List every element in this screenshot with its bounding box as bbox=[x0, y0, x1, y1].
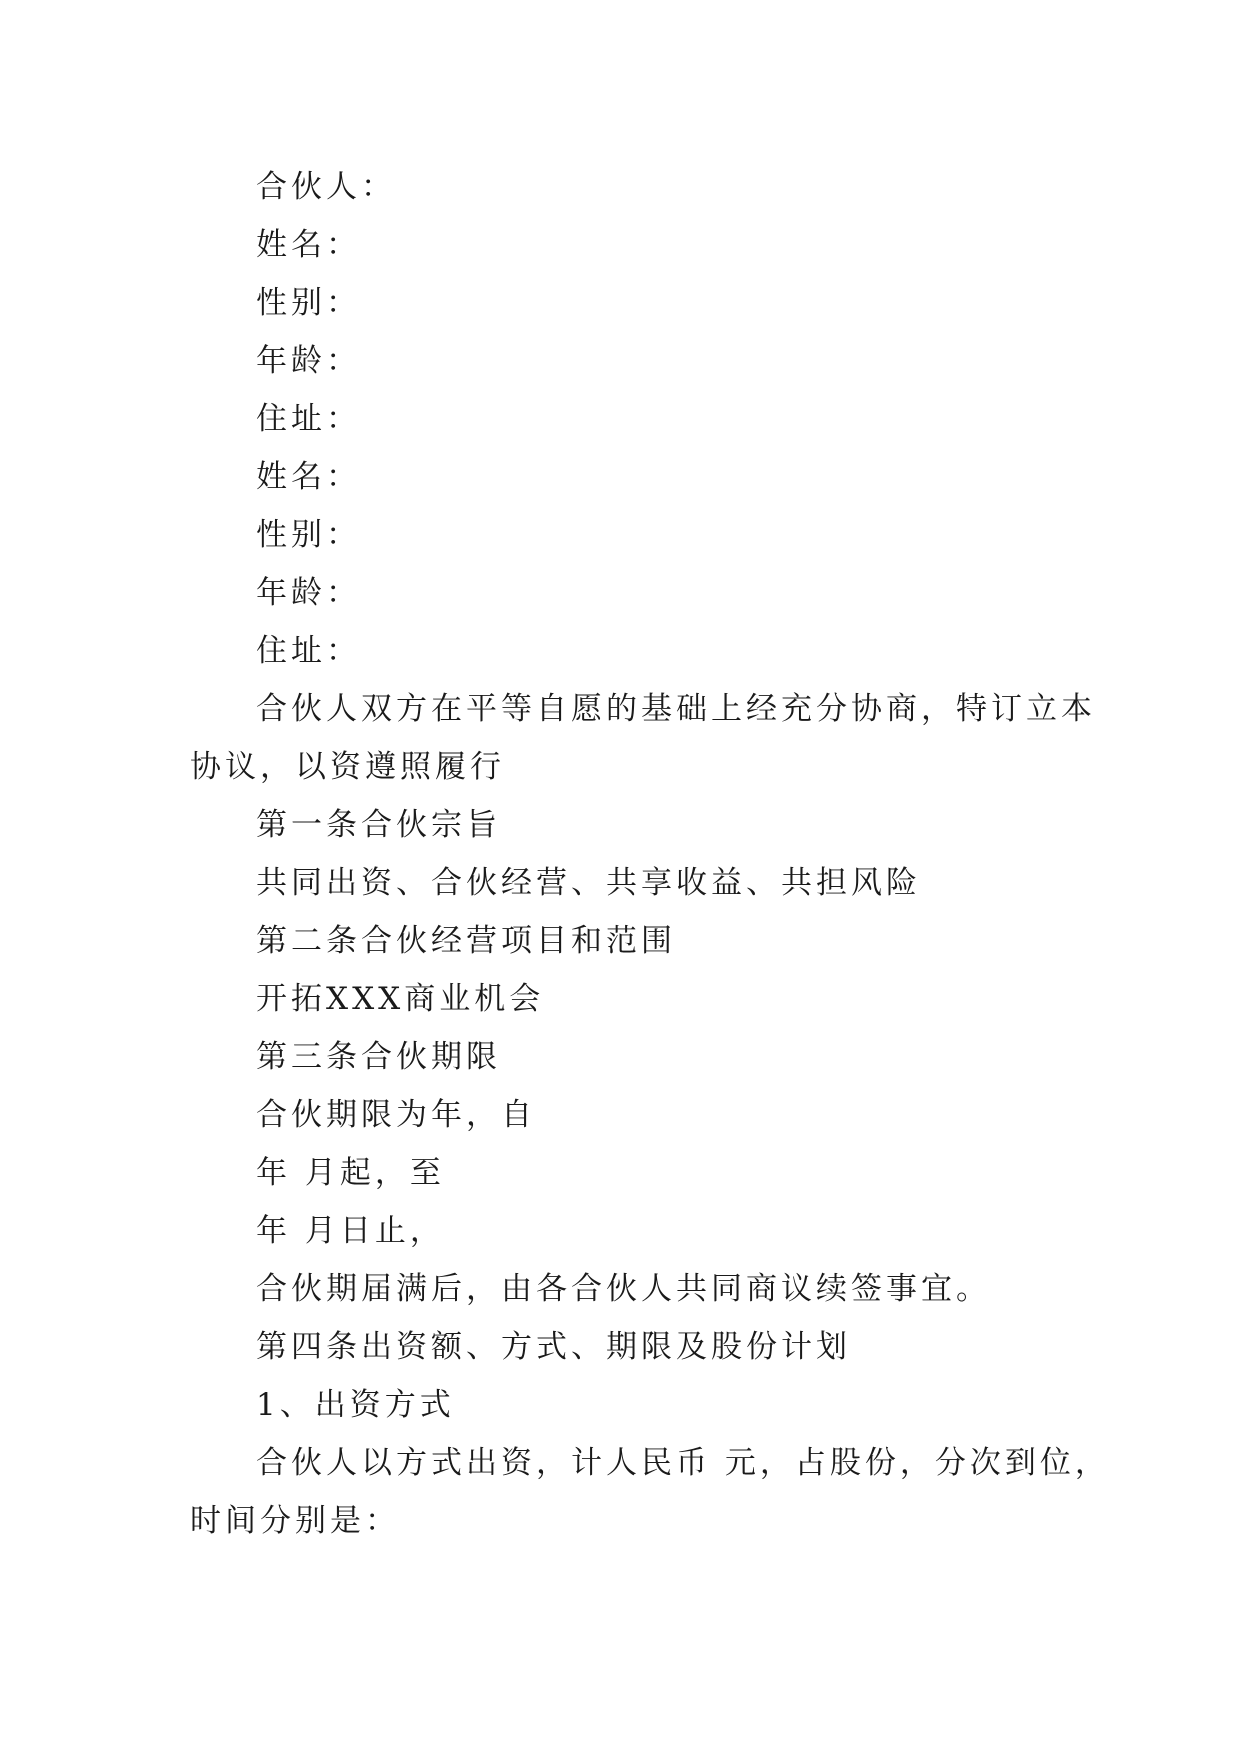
document-body bbox=[190, 158, 1110, 1550]
article-3-end-date: 年 月日止， bbox=[256, 1213, 445, 1249]
article-3-start-date: 年 月起，至 bbox=[256, 1155, 445, 1191]
article-3-term-line: 合伙期限为年，自 bbox=[256, 1097, 536, 1133]
article-1-heading: 第一条合伙宗旨 bbox=[256, 807, 501, 843]
partner-heading: 合伙人： bbox=[256, 169, 396, 205]
partner1-name-field: 姓名： bbox=[256, 227, 361, 263]
article-2-heading: 第二条合伙经营项目和范围 bbox=[256, 923, 676, 959]
partner2-name-field: 姓名： bbox=[256, 459, 361, 495]
preamble-paragraph-line2: 协议，以资遵照履行 bbox=[190, 749, 505, 785]
partner2-gender-field: 性别： bbox=[256, 517, 361, 553]
partner1-address-field: 住址： bbox=[256, 401, 361, 437]
article-4-paragraph-line2: 时间分别是： bbox=[190, 1503, 400, 1539]
article-3-renewal: 合伙期届满后，由各合伙人共同商议续签事宜。 bbox=[256, 1271, 991, 1307]
article-4-subheading-1: 1、出资方式 bbox=[256, 1387, 455, 1423]
article-4-heading: 第四条出资额、方式、期限及股份计划 bbox=[256, 1329, 851, 1365]
partner1-gender-field: 性别： bbox=[256, 285, 361, 321]
partner1-age-field: 年龄： bbox=[256, 343, 361, 379]
article-3-heading: 第三条合伙期限 bbox=[256, 1039, 501, 1075]
article-2-body: 开拓XXX商业机会 bbox=[256, 981, 545, 1017]
article-4-paragraph-line1: 合伙人以方式出资，计人民币 元，占股份，分次到位， bbox=[256, 1445, 1110, 1481]
partner2-age-field: 年龄： bbox=[256, 575, 361, 611]
preamble-paragraph-line1: 合伙人双方在平等自愿的基础上经充分协商，特订立本 bbox=[256, 691, 1096, 727]
article-1-body: 共同出资、合伙经营、共享收益、共担风险 bbox=[256, 865, 921, 901]
partner2-address-field: 住址： bbox=[256, 633, 361, 669]
